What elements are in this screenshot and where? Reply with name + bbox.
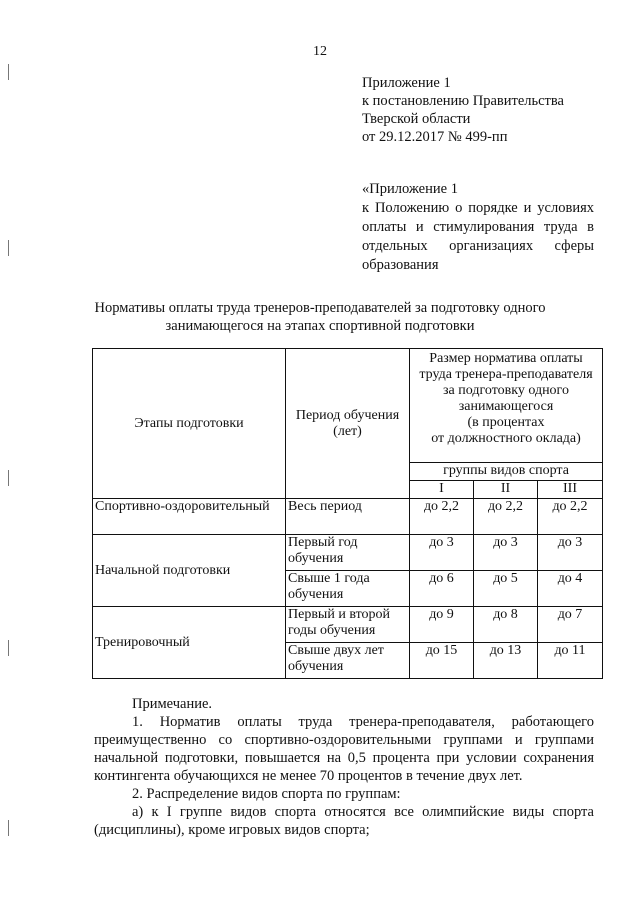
margin-mark [8, 470, 9, 486]
margin-mark [8, 820, 9, 836]
header-norm-line: от должностного оклада) [431, 431, 581, 446]
period-cell: Первый год обучения [286, 535, 410, 571]
norms-table [92, 348, 603, 679]
note-paragraph: 2. Распределение видов спорта по группам: [132, 786, 401, 802]
header-group-2: II [474, 481, 538, 499]
header-stage: Этапы подготовки [93, 349, 286, 499]
header-norm-line: занимающегося [458, 399, 554, 414]
annex-header-line: к постановлению Правительства [362, 93, 564, 109]
annex-inner [362, 180, 594, 275]
table-row [93, 607, 603, 643]
title-line: Нормативы оплаты труда тренеров-преподавателей за подготовку одного [94, 300, 546, 316]
header-group-3: III [538, 481, 603, 499]
annex-inner-line: отдельных организациях сферы [362, 238, 594, 254]
value-cell: до 13 [474, 643, 538, 679]
value-cell: до 8 [474, 607, 538, 643]
annex-inner-line: к Положению о порядке и условиях [362, 200, 594, 216]
value-cell: до 2,2 [474, 499, 538, 535]
table-row [93, 499, 603, 535]
value-cell: до 7 [538, 607, 603, 643]
value-cell: до 3 [474, 535, 538, 571]
notes-section [94, 695, 594, 839]
title-line: занимающегося на этапах спортивной подготовки [165, 318, 475, 334]
value-cell: до 3 [538, 535, 603, 571]
stage-cell: Тренировочный [93, 607, 286, 679]
annex-inner-line: «Приложение 1 [362, 181, 458, 197]
header-norm-line: Размер норматива оплаты [429, 351, 583, 366]
header-period: Период обучения (лет) [286, 349, 410, 499]
period-cell: Весь период [286, 499, 410, 535]
note-paragraph: 1. Норматив оплаты труда тренера-преподавателя, работающего преимущественно со спортивно-оздоровительными группами и группами начальной подготовки, повышается на 0,5 процента при условии сохранения контингента обучающихся не менее 70 процентов в течение двух лет. [94, 714, 594, 784]
period-cell: Первый и второй годы обучения [286, 607, 410, 643]
margin-mark [8, 64, 9, 80]
period-cell: Свыше 1 года обучения [286, 571, 410, 607]
table-row [93, 535, 603, 571]
header-groups: группы видов спорта [410, 463, 603, 481]
document-title [90, 299, 550, 335]
value-cell: до 11 [538, 643, 603, 679]
margin-mark [8, 240, 9, 256]
header-norm [410, 349, 603, 463]
value-cell: до 6 [410, 571, 474, 607]
value-cell: до 3 [410, 535, 474, 571]
header-norm-line: (в процентах [467, 415, 545, 430]
margin-mark [8, 640, 9, 656]
stage-cell: Начальной подготовки [93, 535, 286, 607]
annex-header-line: Тверской области [362, 111, 471, 127]
notes-heading: Примечание. [132, 696, 213, 712]
stage-cell: Спортивно-оздоровительный [93, 499, 286, 535]
value-cell: до 2,2 [410, 499, 474, 535]
header-norm-line: за подготовку одного [443, 383, 569, 398]
value-cell: до 2,2 [538, 499, 603, 535]
page-number: 12 [313, 44, 327, 59]
period-cell: Свыше двух лет обучения [286, 643, 410, 679]
annex-inner-line: оплаты и стимулирования труда в [362, 219, 594, 235]
value-cell: до 4 [538, 571, 603, 607]
note-paragraph: а) к I группе видов спорта относятся все олимпийские виды спорта (дисциплины), кроме игровых видов спорта; [94, 804, 594, 838]
annex-header [362, 74, 612, 146]
value-cell: до 5 [474, 571, 538, 607]
value-cell: до 15 [410, 643, 474, 679]
header-norm-line: труда тренера-преподавателя [419, 367, 593, 382]
annex-header-line: Приложение 1 [362, 75, 451, 91]
annex-header-line: от 29.12.2017 № 499-пп [362, 129, 508, 145]
annex-inner-line: образования [362, 257, 439, 273]
value-cell: до 9 [410, 607, 474, 643]
header-group-1: I [410, 481, 474, 499]
